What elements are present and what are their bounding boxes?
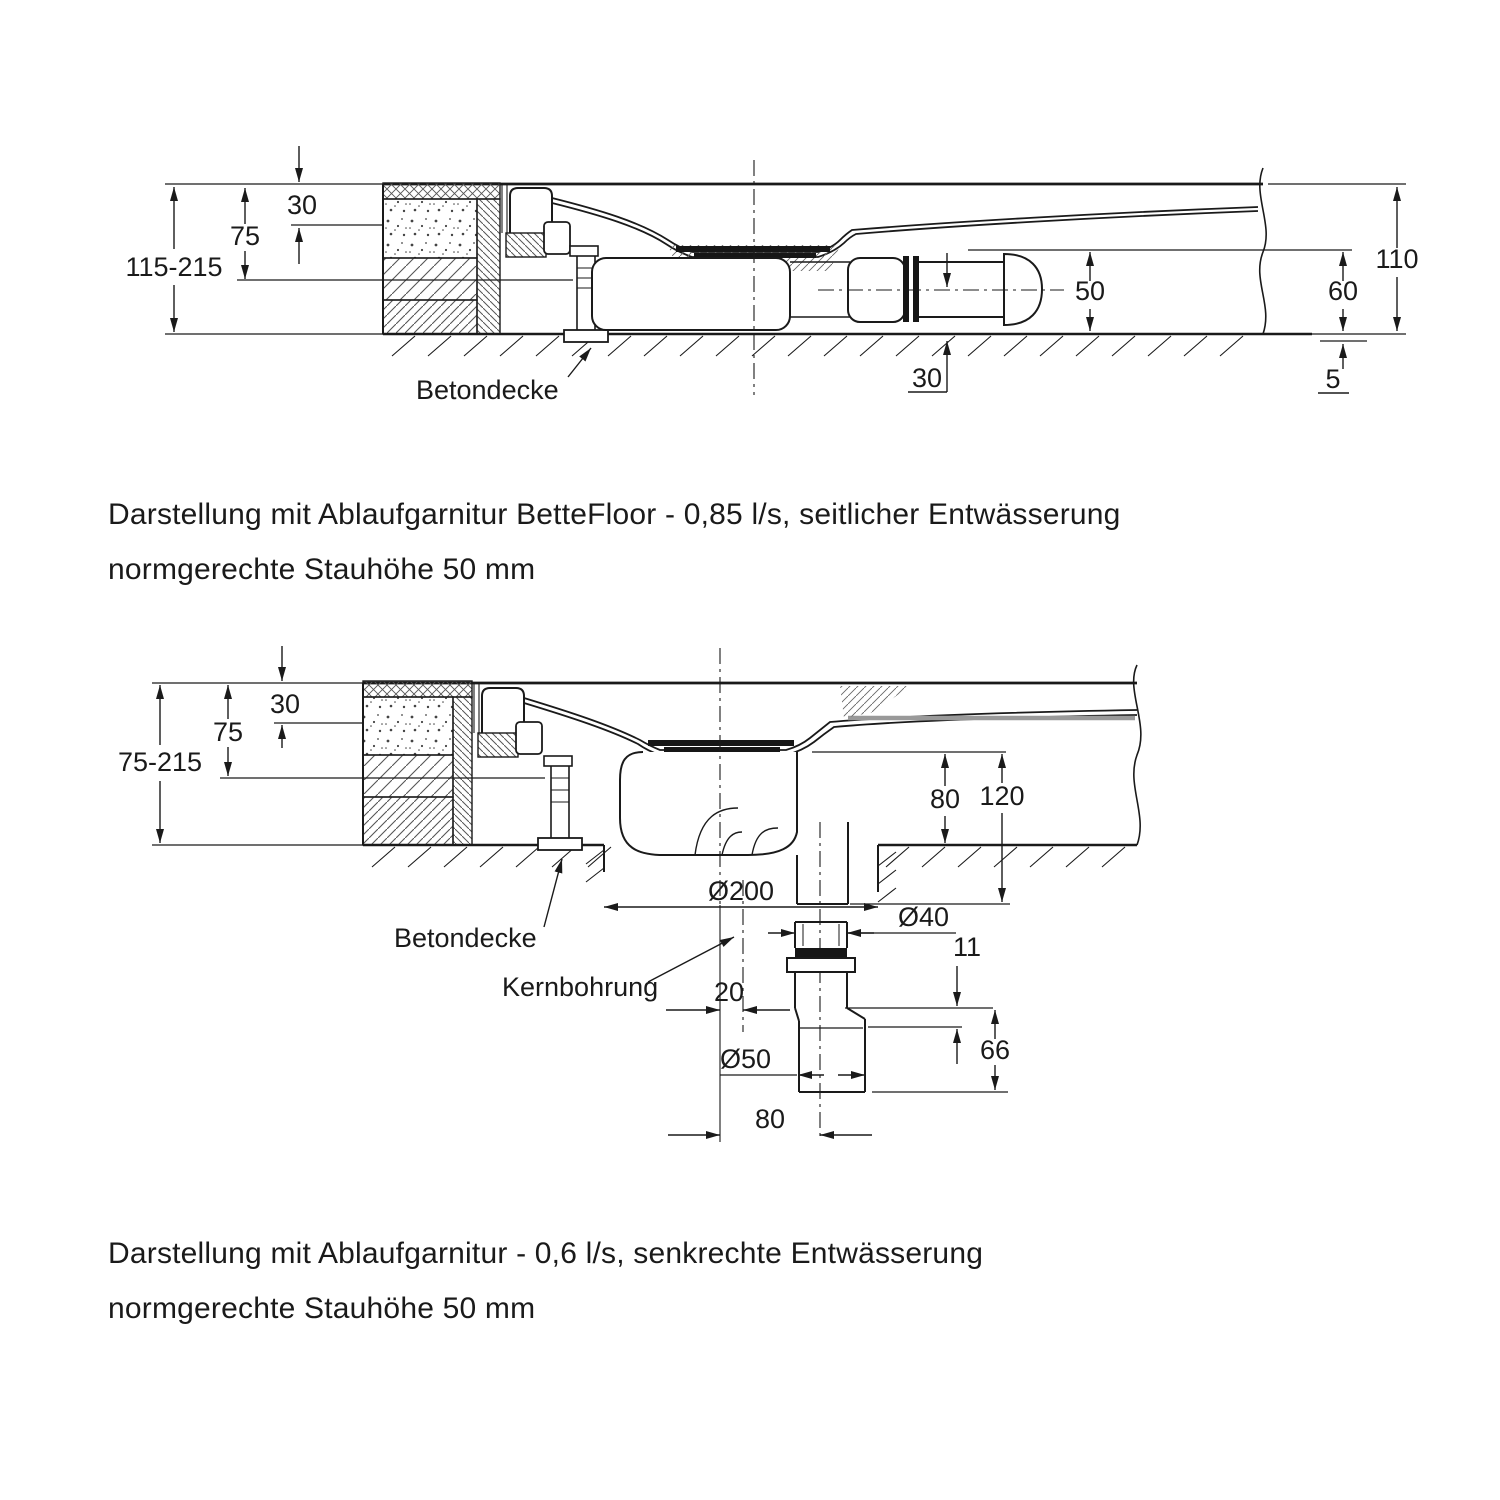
break-line (1134, 665, 1141, 845)
drain-trap (592, 258, 790, 330)
dim-fitting-offset: 80 (754, 1104, 786, 1134)
dim-stau-height: 50 (1074, 276, 1106, 306)
drain-cover (648, 740, 794, 752)
caption-second-line2: normgerechte Stauhöhe 50 mm (108, 1292, 536, 1325)
vertical-fitting (787, 922, 865, 1092)
dim-install-range: 75-215 (117, 747, 203, 777)
caption-second-line1: Darstellung mit Ablaufgarnitur - 0,6 l/s, senkrechte Entwässerung (108, 1237, 984, 1270)
dim-insert-depth: 11 (952, 932, 982, 962)
bottom-structure (152, 648, 1141, 1142)
dim-pipe-dia-40: Ø40 (898, 902, 950, 932)
wall-section (363, 681, 472, 845)
top-drawing (0, 0, 1500, 470)
top-structure (165, 160, 1406, 395)
tray-edge-profile (474, 683, 542, 757)
dim-trap-height: 80 (929, 784, 961, 814)
break-line (1260, 168, 1266, 334)
dim-pipe-dia-50: Ø50 (720, 1044, 772, 1074)
dim-floor-buildup: 75 (212, 717, 244, 747)
caption-first-line1: Darstellung mit Ablaufgarnitur BetteFloor - 0,85 l/s, seitlicher Entwässerung (108, 498, 1121, 531)
tray-edge-profile (502, 184, 570, 257)
tray-sheet (552, 198, 1258, 257)
dim-outlet-height: 60 (1327, 276, 1359, 306)
caption-first-drawing (108, 487, 1121, 597)
dim-axis-offset: 20 (713, 977, 745, 1007)
dim-total-height: 120 (979, 781, 1025, 811)
wall-section (383, 183, 500, 334)
dim-core-hole: Ø200 (707, 876, 775, 906)
concrete-floor (165, 334, 1406, 356)
dim-tile-thickness: 30 (269, 689, 301, 719)
dim-fitting-height: 66 (979, 1035, 1011, 1065)
adjustable-foot (538, 756, 582, 850)
dim-pipe-axis: 30 (911, 363, 943, 393)
drain-cover (676, 246, 830, 258)
dim-slope: 5 (1325, 364, 1341, 394)
floor-hatching (392, 336, 1243, 356)
tray-sheet (524, 698, 1137, 755)
bottom-drawing (0, 640, 1500, 1200)
dim-install-range: 115-215 (125, 252, 223, 282)
dim-floor-buildup: 75 (229, 221, 261, 251)
caption-first-line2: normgerechte Stauhöhe 50 mm (108, 553, 536, 586)
label-kernbohrung: Kernbohrung (502, 972, 659, 1002)
section-hatch (840, 686, 910, 718)
label-betondecke-top: Betondecke (416, 375, 559, 405)
dim-tile-thickness: 30 (286, 190, 318, 220)
label-betondecke-bottom: Betondecke (394, 923, 537, 953)
caption-second-drawing (108, 1226, 983, 1336)
dim-total-height: 110 (1375, 244, 1419, 274)
